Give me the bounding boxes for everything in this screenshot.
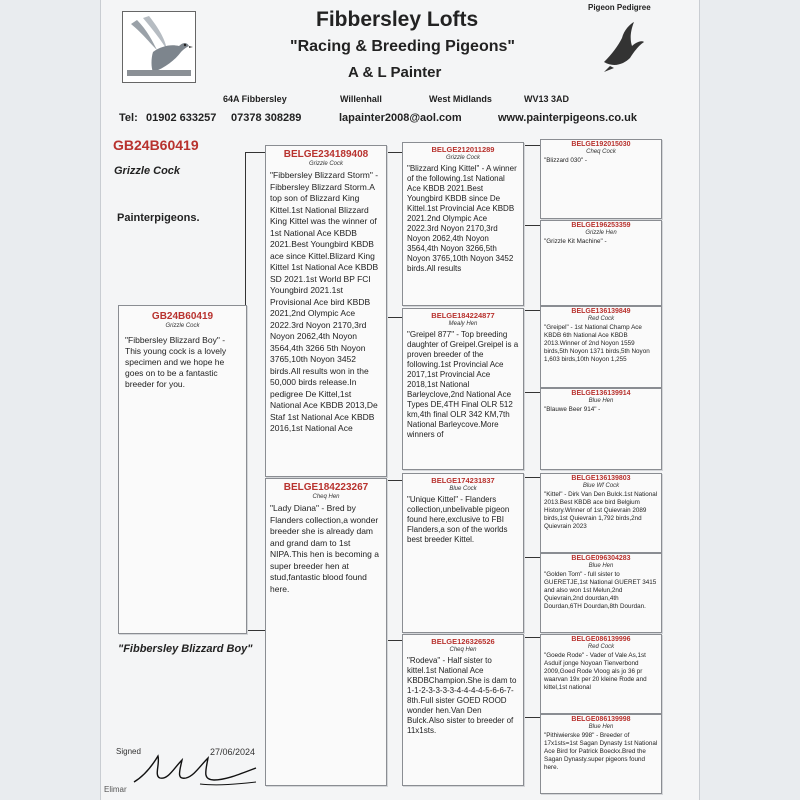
watermark: Elimar xyxy=(104,785,127,794)
owner-name: A & L Painter xyxy=(348,64,442,81)
bird-name-bottom: "Fibbersley Blizzard Boy" xyxy=(118,643,253,655)
gen3-ring: BELGE096304283 xyxy=(571,555,631,562)
pedigree-label: Pigeon Pedigree xyxy=(588,3,651,12)
gen3-card-7 xyxy=(540,634,662,714)
connector-subject-sire xyxy=(245,152,265,153)
gen3-description: "Blauwe Beer 914" - xyxy=(544,406,601,413)
gen3-ring: BELGE136139849 xyxy=(571,308,631,315)
sire-description: "Fibbersley Blizzard Storm" - Fibbersley Blizzard Storm.A top son of Blizzard King Kittel.1st National Blizzard King Kittel was the winner of 1st National Ace KBDB 2021.Best Youngbird KBDB ace since Kittel.Blizard King Kittel 1st National Ace KBDB SD 2021.1st World BP FCI Youngbird 2021.1st Provisional Ace bird KBDB 2021,2nd Olympic Ace 2022.3rd Noyon 2170,3rd Noyon 2062,4th Noyon 3564,4th 3266 5th Noyon 3765,10th Noyon 3452 birds.All results won in the 50,000 birds release.In pedigree De Kittel,1st National Ace KBDB 2013,De Staf 1st National Ace KBDB 2016,1st National Ace xyxy=(270,170,379,433)
signature-date: 27/06/2024 xyxy=(210,747,256,757)
connector-ds-top xyxy=(523,477,540,478)
ds-description: "Unique Kittel" - Flanders collection,unbelivable pigeon found here,exclusive to FBI Flanders,a son of the worlds best breeder Kittel. xyxy=(407,495,510,544)
frame-right xyxy=(699,0,700,800)
sd-description: "Greipel 877" - Top breeding daughter of Greipel.Greipel is a proven breeder of the following.1st Provincial Ace 2017,1st Provincial Ace 2018,1st National Barleyclove,2nd National Ace Types DE,4TH Final OLR 512 km,4th final OLR 342 KM,7th National Barleycove.More winners of xyxy=(407,330,519,439)
gen3-description: "Blizzard 030" - xyxy=(544,157,587,164)
gen3-ring: BELGE086139996 xyxy=(571,636,631,643)
sire-card xyxy=(265,145,387,477)
gen3-card-5 xyxy=(540,473,662,553)
connector-dd-top xyxy=(523,637,540,638)
bird-ring-number: GB24B60419 xyxy=(113,137,199,153)
connector-sire-sd xyxy=(385,317,402,318)
phone-2: 07378 308289 xyxy=(231,112,302,124)
gen3-card-1 xyxy=(540,139,662,219)
connector-sire-ss xyxy=(385,152,402,153)
gen3-ring: BELGE192015030 xyxy=(571,141,631,148)
gen3-ring: BELGE086139998 xyxy=(571,716,631,723)
gen3-color: Blue Wf Cock xyxy=(582,483,620,489)
dam-card xyxy=(265,478,387,786)
dam-color: Cheq Hen xyxy=(312,494,340,500)
sire-sire-card xyxy=(402,142,524,306)
address-postcode: WV13 3AD xyxy=(524,94,570,104)
subject-description: "Fibbersley Blizzard Boy" - This young cock is a lovely specimen and we hope he goes on to be a fantastic breeder for you. xyxy=(125,335,227,389)
subject-bird-card xyxy=(118,305,247,634)
gen3-ring: BELGE136139803 xyxy=(571,475,631,482)
gen3-description: "Kittel" - Dirk Van Den Bulck.1st National 2013.Best KBDB ace bird Belgium History.Winner of 1st Quievrain 2089 birds,1st Quievrain 1,792 birds,2nd Quievrain 2023 xyxy=(544,491,658,530)
gen3-card-8 xyxy=(540,714,662,794)
loft-logo xyxy=(122,11,196,83)
gen3-card-4 xyxy=(540,388,662,470)
gen3-description: "Golden Tom" - full sister to GUERETJE,1st National GUERET 3415 and also won 1st Melun,2nd Quievrain,2nd dourdan,4th Dourdan,6TH Dourdan,8th Dourdan. xyxy=(544,571,657,610)
sire-dam-card xyxy=(402,308,524,470)
breeder-name: Painterpigeons. xyxy=(117,212,200,224)
sire-color: Grizzle Cock xyxy=(308,161,343,167)
tel-label: Tel: xyxy=(119,112,138,124)
dam-sire-card xyxy=(402,473,524,633)
gen3-ring: BELGE136139914 xyxy=(571,390,631,397)
gen3-card-6 xyxy=(540,553,662,633)
ss-color: Grizzle Cock xyxy=(445,155,480,161)
gen3-color: Blue Hen xyxy=(588,398,614,404)
connector-ds-bottom xyxy=(523,557,540,558)
ss-description: "Blizzard King Kittel" - A winner of the following.1st National Ace KBDB 2021.Best Youngbird KBDB since De Kittel.1st Provincial Ace KBDB 2021.2nd Olympic Ace 2022.3rd Noyon 2170,3rd Noyon 2062,4th Noyon 3564,4th Noyon 3266,5th Noyon 3765,10th Noyon 3452 birds.All results xyxy=(407,164,517,273)
email-link[interactable]: lapainter2008@aol.com xyxy=(339,112,462,124)
gen3-card-3 xyxy=(540,306,662,388)
signed-label: Signed xyxy=(116,747,141,756)
pigeon-logo-icon xyxy=(123,12,195,82)
connector-sd-bottom xyxy=(523,392,540,393)
connector-dam-ds xyxy=(385,480,402,481)
address-street: 64A Fibbersley xyxy=(223,94,287,104)
dd-color: Cheq Hen xyxy=(449,647,477,653)
connector-sd-top xyxy=(523,310,540,311)
gen3-color: Grizzle Hen xyxy=(585,230,617,236)
dam-ring: BELGE184223267 xyxy=(283,482,369,493)
connector-subject-dam xyxy=(245,630,265,631)
ds-ring: BELGE174231837 xyxy=(431,476,495,485)
gen3-description: "Pithiwierske 998" - Breeder of 17x1sts=1st Sagan Dynasty 1st National Ace Bird for Patrick Boeckx.Bred the Sagan Dynasty.super pigeons found here. xyxy=(544,732,658,771)
phone-1: 01902 633257 xyxy=(146,112,217,124)
gen3-card-2 xyxy=(540,220,662,306)
gen3-description: "Grizzle Kit Machine" - xyxy=(544,238,607,245)
subject-color: Grizzle Cock xyxy=(165,323,200,329)
dd-ring: BELGE126326526 xyxy=(431,637,495,646)
loft-title: Fibbersley Lofts xyxy=(316,8,479,31)
gen3-description: "Goede Rode" - Vader of Vale As,1st Asduif jonge Noyoan Tienverbond 2009,Goed Rode Vloog als jo 36 pr waarvan 19x per 20 kleine Rode and kittel,1st national xyxy=(544,652,647,691)
gen3-color: Red Cock xyxy=(587,644,615,650)
gen3-color: Cheq Cock xyxy=(586,149,616,155)
ss-ring: BELGE212011289 xyxy=(431,145,495,154)
bird-color: Grizzle Cock xyxy=(114,165,181,177)
gen3-color: Red Cock xyxy=(587,316,615,322)
sire-ring: BELGE234189408 xyxy=(283,149,369,160)
connector-ss-bottom xyxy=(523,225,540,226)
ds-color: Blue Cock xyxy=(449,486,477,492)
website-link[interactable]: www.painterpigeons.co.uk xyxy=(498,112,637,124)
subject-ring: GB24B60419 xyxy=(151,311,214,322)
connector-dd-bottom xyxy=(523,717,540,718)
connector-ss-top xyxy=(523,145,540,146)
loft-subtitle: "Racing & Breeding Pigeons" xyxy=(290,38,515,55)
dd-description: "Rodeva" - Half sister to kittel.1st National Ace KBDBChampion.She is dam to 1-1-2-3-3-3-3-4-4-4-4-5-6-6-7-8th.Full sister GOED ROOD wonder hen.Van Den Bulck.Also sister to breeder of 11x1sts. xyxy=(407,656,517,735)
sd-ring: BELGE184224877 xyxy=(431,311,495,320)
dam-description: "Lady Diana" - Bred by Flanders collection,a wonder breeder she is already dam and grand dam to 1st NIPA.This hen is becoming a super breeder hen at stud,fantastic blood found here. xyxy=(270,503,379,594)
gen3-description: "Greipel" - 1st National Champ Ace KBDB 6th National Ace KBDB 2013.Winner of 2nd Noyon 1559 birds,5th Noyon 1371 birds,5th Noyon 1,603 birds,10th Noyon 1,255 xyxy=(544,324,650,363)
dam-dam-card xyxy=(402,634,524,786)
address-county: West Midlands xyxy=(429,94,492,104)
gen3-ring: BELGE196253359 xyxy=(571,222,631,229)
connector-dam-dd xyxy=(385,640,402,641)
frame-left xyxy=(100,0,101,800)
gen3-color: Blue Hen xyxy=(588,724,614,730)
signature xyxy=(130,748,260,788)
gen3-color: Blue Hen xyxy=(588,563,614,569)
flying-bird-icon xyxy=(600,20,646,74)
sd-color: Mealy Hen xyxy=(448,321,478,327)
address-town: Willenhall xyxy=(340,94,382,104)
